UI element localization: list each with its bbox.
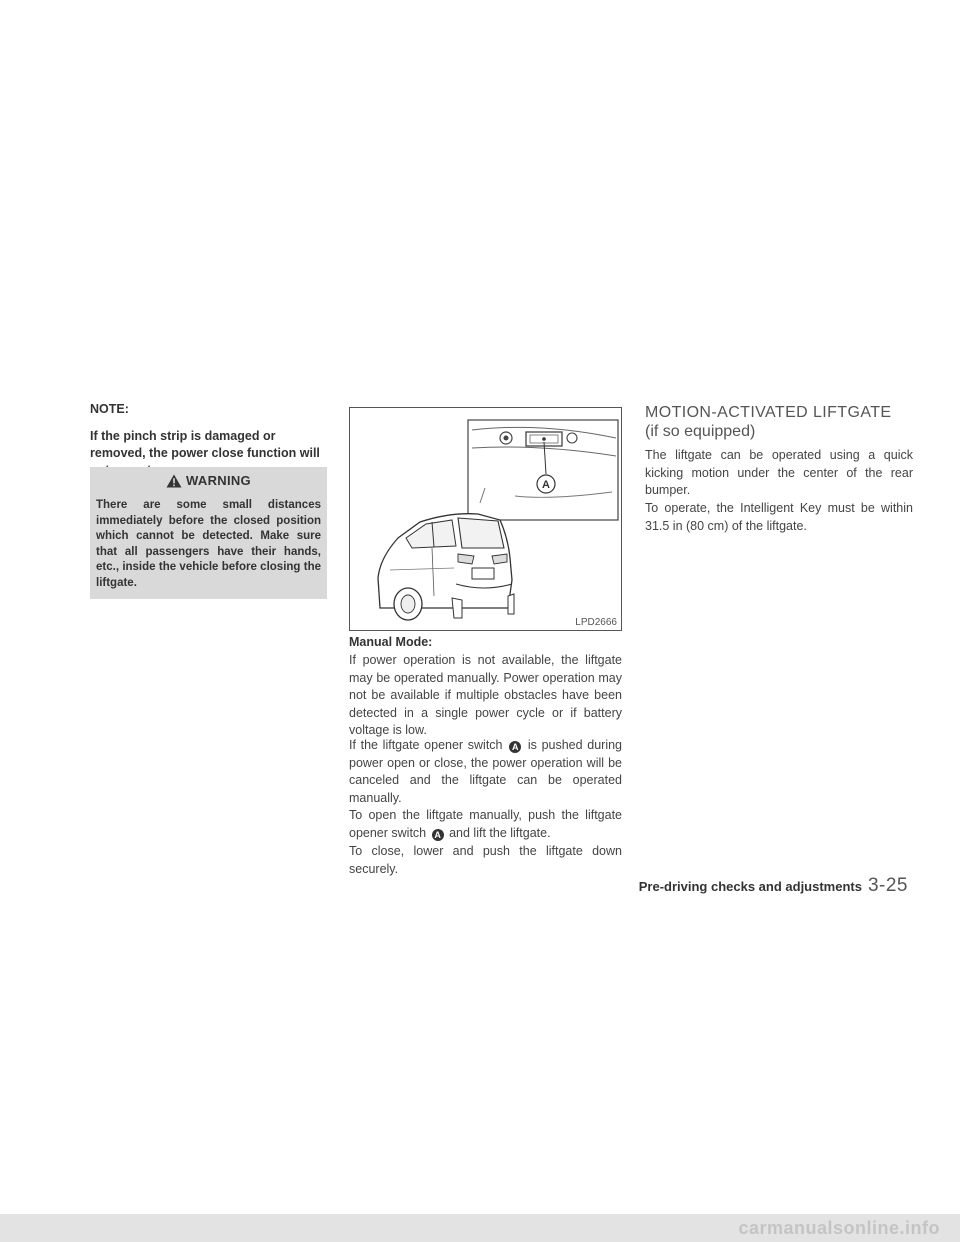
switch-paragraph-start: If the liftgate opener switch	[349, 738, 503, 752]
section-subtitle: (if so equipped)	[645, 423, 756, 440]
note-text: If the pinch strip is damaged or removed, the power close function will	[90, 429, 320, 460]
section-title: MOTION-ACTIVATED LIFTGATE	[645, 404, 892, 421]
open-manually-end: and lift the liftgate.	[449, 825, 551, 840]
warning-box	[90, 467, 327, 599]
callout-a-label: A	[542, 479, 550, 491]
page-number: 3-25	[867, 875, 908, 896]
figure-code: LPD2666	[575, 617, 617, 628]
manual-mode-title: Manual Mode:	[349, 635, 433, 649]
liftgate-figure	[349, 407, 622, 631]
open-manually-start: To open the liftgate manually, push the liftgate opener switch	[349, 808, 622, 840]
switch-paragraph-end: is pushed during power open or close, the power operation will be canceled and the liftgate can be operated manually.	[349, 738, 623, 805]
intelligent-key-paragraph: To operate, the Intelligent Key must be within 31.5 in (80 cm) of the liftgate.	[645, 501, 913, 533]
motion-paragraph: The liftgate can be operated using a quick kicking motion under the center of the rear bumper.	[645, 448, 913, 498]
warning-title: WARNING	[186, 473, 251, 488]
watermark-bar	[0, 1214, 960, 1242]
open-manually-paragraph	[349, 807, 622, 842]
liftgate-illustration	[350, 408, 621, 630]
manual-mode-paragraph: If power operation is not available, the liftgate may be operated manually. Power operation may not be available if multiple obstacles have been detected in a single power cycle or if battery voltage is low.	[349, 653, 622, 738]
watermark-text: carmanualsonline.info	[738, 1218, 940, 1238]
callout-a-symbol: A	[509, 741, 521, 753]
note-label: NOTE:	[90, 402, 129, 416]
switch-paragraph	[349, 737, 622, 807]
close-paragraph: To close, lower and push the liftgate down securely.	[349, 844, 622, 876]
warning-triangle-icon	[166, 474, 182, 488]
page-footer	[639, 875, 908, 897]
warning-body: There are some small distances immediately before the closed position which cannot be detected. Make sure that all passengers have their hands, etc., inside the vehicle before closing the liftgate.	[96, 499, 321, 589]
callout-a-symbol: A	[432, 829, 444, 841]
footer-section-title: Pre-driving checks and adjustments	[638, 879, 862, 894]
warning-header	[90, 467, 327, 494]
